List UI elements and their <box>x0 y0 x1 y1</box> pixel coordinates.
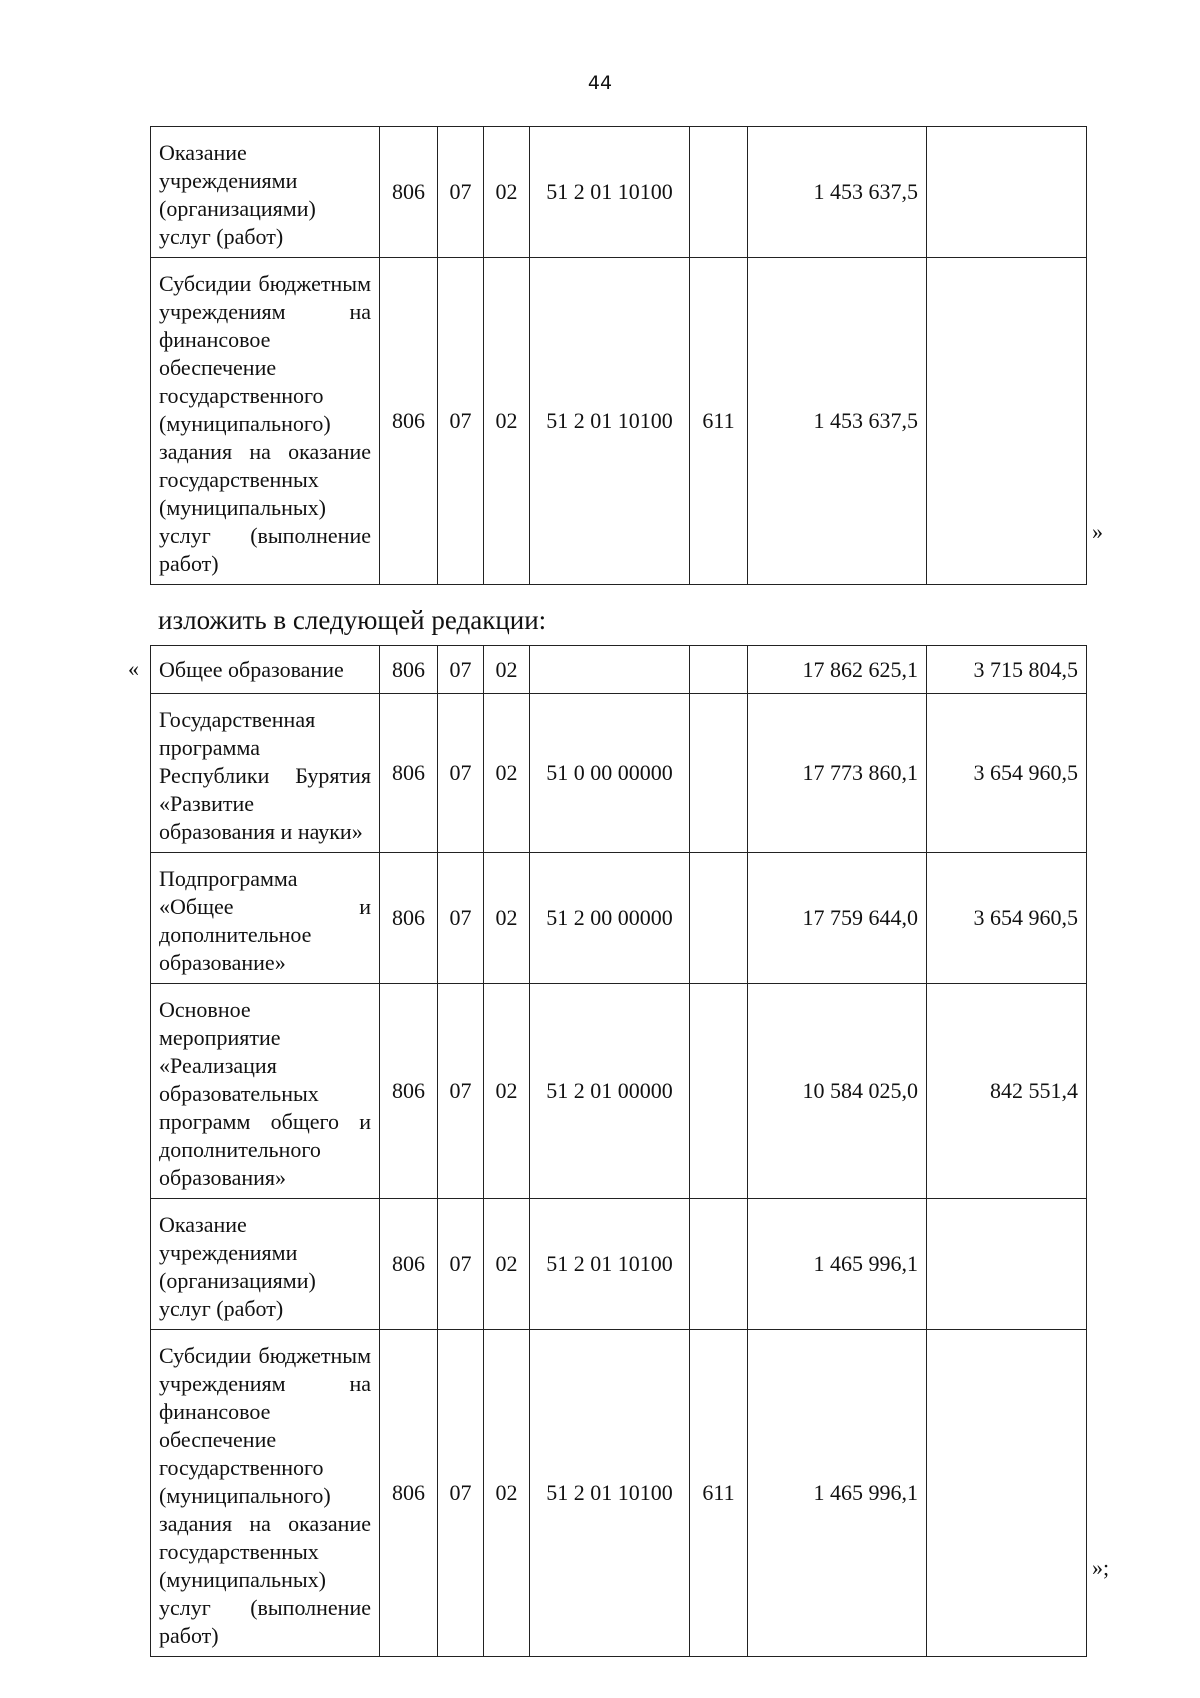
target-code <box>530 646 690 694</box>
target-code: 51 2 01 10100 <box>530 1330 690 1657</box>
amount-1: 17 759 644,0 <box>748 853 927 984</box>
intro-text: изложить в следующей редакции: <box>158 605 547 635</box>
expense-type-code <box>690 646 748 694</box>
row-name: Подпрограмма «Общее и дополнительное образование» <box>151 853 380 984</box>
amount-1: 10 584 025,0 <box>748 984 927 1199</box>
ministry-code: 806 <box>380 646 438 694</box>
ministry-code: 806 <box>380 258 438 585</box>
ministry-code: 806 <box>380 127 438 258</box>
subsection-code: 02 <box>484 1199 530 1330</box>
subsection-code: 02 <box>484 258 530 585</box>
row-name: Государственная программа Республики Бурятия «Развитие образования и науки» <box>151 694 380 853</box>
table-row <box>151 258 1087 585</box>
ministry-code: 806 <box>380 1330 438 1657</box>
section-code: 07 <box>438 984 484 1199</box>
closing-quote-before: » <box>1092 519 1103 544</box>
expense-type-code: 611 <box>690 1330 748 1657</box>
ministry-code: 806 <box>380 1199 438 1330</box>
subsection-code: 02 <box>484 694 530 853</box>
amount-2: 842 551,4 <box>927 984 1087 1199</box>
amount-2 <box>927 127 1087 258</box>
subsection-code: 02 <box>484 984 530 1199</box>
target-code: 51 0 00 00000 <box>530 694 690 853</box>
amount-1: 1 453 637,5 <box>748 127 927 258</box>
table-row <box>151 1199 1087 1330</box>
subsection-code: 02 <box>484 1330 530 1657</box>
subsection-code: 02 <box>484 646 530 694</box>
amount-1: 1 465 996,1 <box>748 1199 927 1330</box>
opening-quote-after: « <box>128 656 139 681</box>
row-name: Субсидии бюджетным учреждениям на финансовое обеспечение государственного (муниципального) задания на оказание государственных (муниципальных) услуг (выполнение работ) <box>151 1330 380 1657</box>
section-code: 07 <box>438 853 484 984</box>
amount-1: 1 453 637,5 <box>748 258 927 585</box>
row-name: Оказание учреждениями (организациями) услуг (работ) <box>151 1199 380 1330</box>
table-row <box>151 127 1087 258</box>
section-code: 07 <box>438 1330 484 1657</box>
expense-type-code <box>690 853 748 984</box>
table-row <box>151 646 1087 694</box>
section-code: 07 <box>438 694 484 853</box>
amount-1: 1 465 996,1 <box>748 1330 927 1657</box>
ministry-code: 806 <box>380 853 438 984</box>
row-name: Оказание учреждениями (организациями) услуг (работ) <box>151 127 380 258</box>
amount-2: 3 715 804,5 <box>927 646 1087 694</box>
expense-type-code <box>690 694 748 853</box>
amount-2: 3 654 960,5 <box>927 694 1087 853</box>
section-code: 07 <box>438 258 484 585</box>
expense-type-code <box>690 1199 748 1330</box>
ministry-code: 806 <box>380 694 438 853</box>
closing-quote-after: »; <box>1092 1555 1110 1580</box>
budget-table-before <box>150 126 1087 585</box>
amount-2 <box>927 1330 1087 1657</box>
amount-2 <box>927 258 1087 585</box>
expense-type-code <box>690 127 748 258</box>
section-code: 07 <box>438 1199 484 1330</box>
ministry-code: 806 <box>380 984 438 1199</box>
subsection-code: 02 <box>484 853 530 984</box>
page-number: 44 <box>587 72 613 94</box>
amount-1: 17 862 625,1 <box>748 646 927 694</box>
table-row <box>151 984 1087 1199</box>
amount-2 <box>927 1199 1087 1330</box>
amount-1: 17 773 860,1 <box>748 694 927 853</box>
target-code: 51 2 01 00000 <box>530 984 690 1199</box>
target-code: 51 2 01 10100 <box>530 258 690 585</box>
section-code: 07 <box>438 646 484 694</box>
budget-table-after <box>150 645 1087 1657</box>
target-code: 51 2 00 00000 <box>530 853 690 984</box>
row-name: Субсидии бюджетным учреждениям на финансовое обеспечение государственного (муниципального) задания на оказание государственных (муниципальных) услуг (выполнение работ) <box>151 258 380 585</box>
table-row <box>151 1330 1087 1657</box>
expense-type-code <box>690 984 748 1199</box>
row-name: Общее образование <box>151 646 380 694</box>
table-row <box>151 853 1087 984</box>
target-code: 51 2 01 10100 <box>530 1199 690 1330</box>
subsection-code: 02 <box>484 127 530 258</box>
row-name: Основное мероприятие «Реализация образовательных программ общего и дополнительного образования» <box>151 984 380 1199</box>
expense-type-code: 611 <box>690 258 748 585</box>
amount-2: 3 654 960,5 <box>927 853 1087 984</box>
table-row <box>151 694 1087 853</box>
section-code: 07 <box>438 127 484 258</box>
target-code: 51 2 01 10100 <box>530 127 690 258</box>
